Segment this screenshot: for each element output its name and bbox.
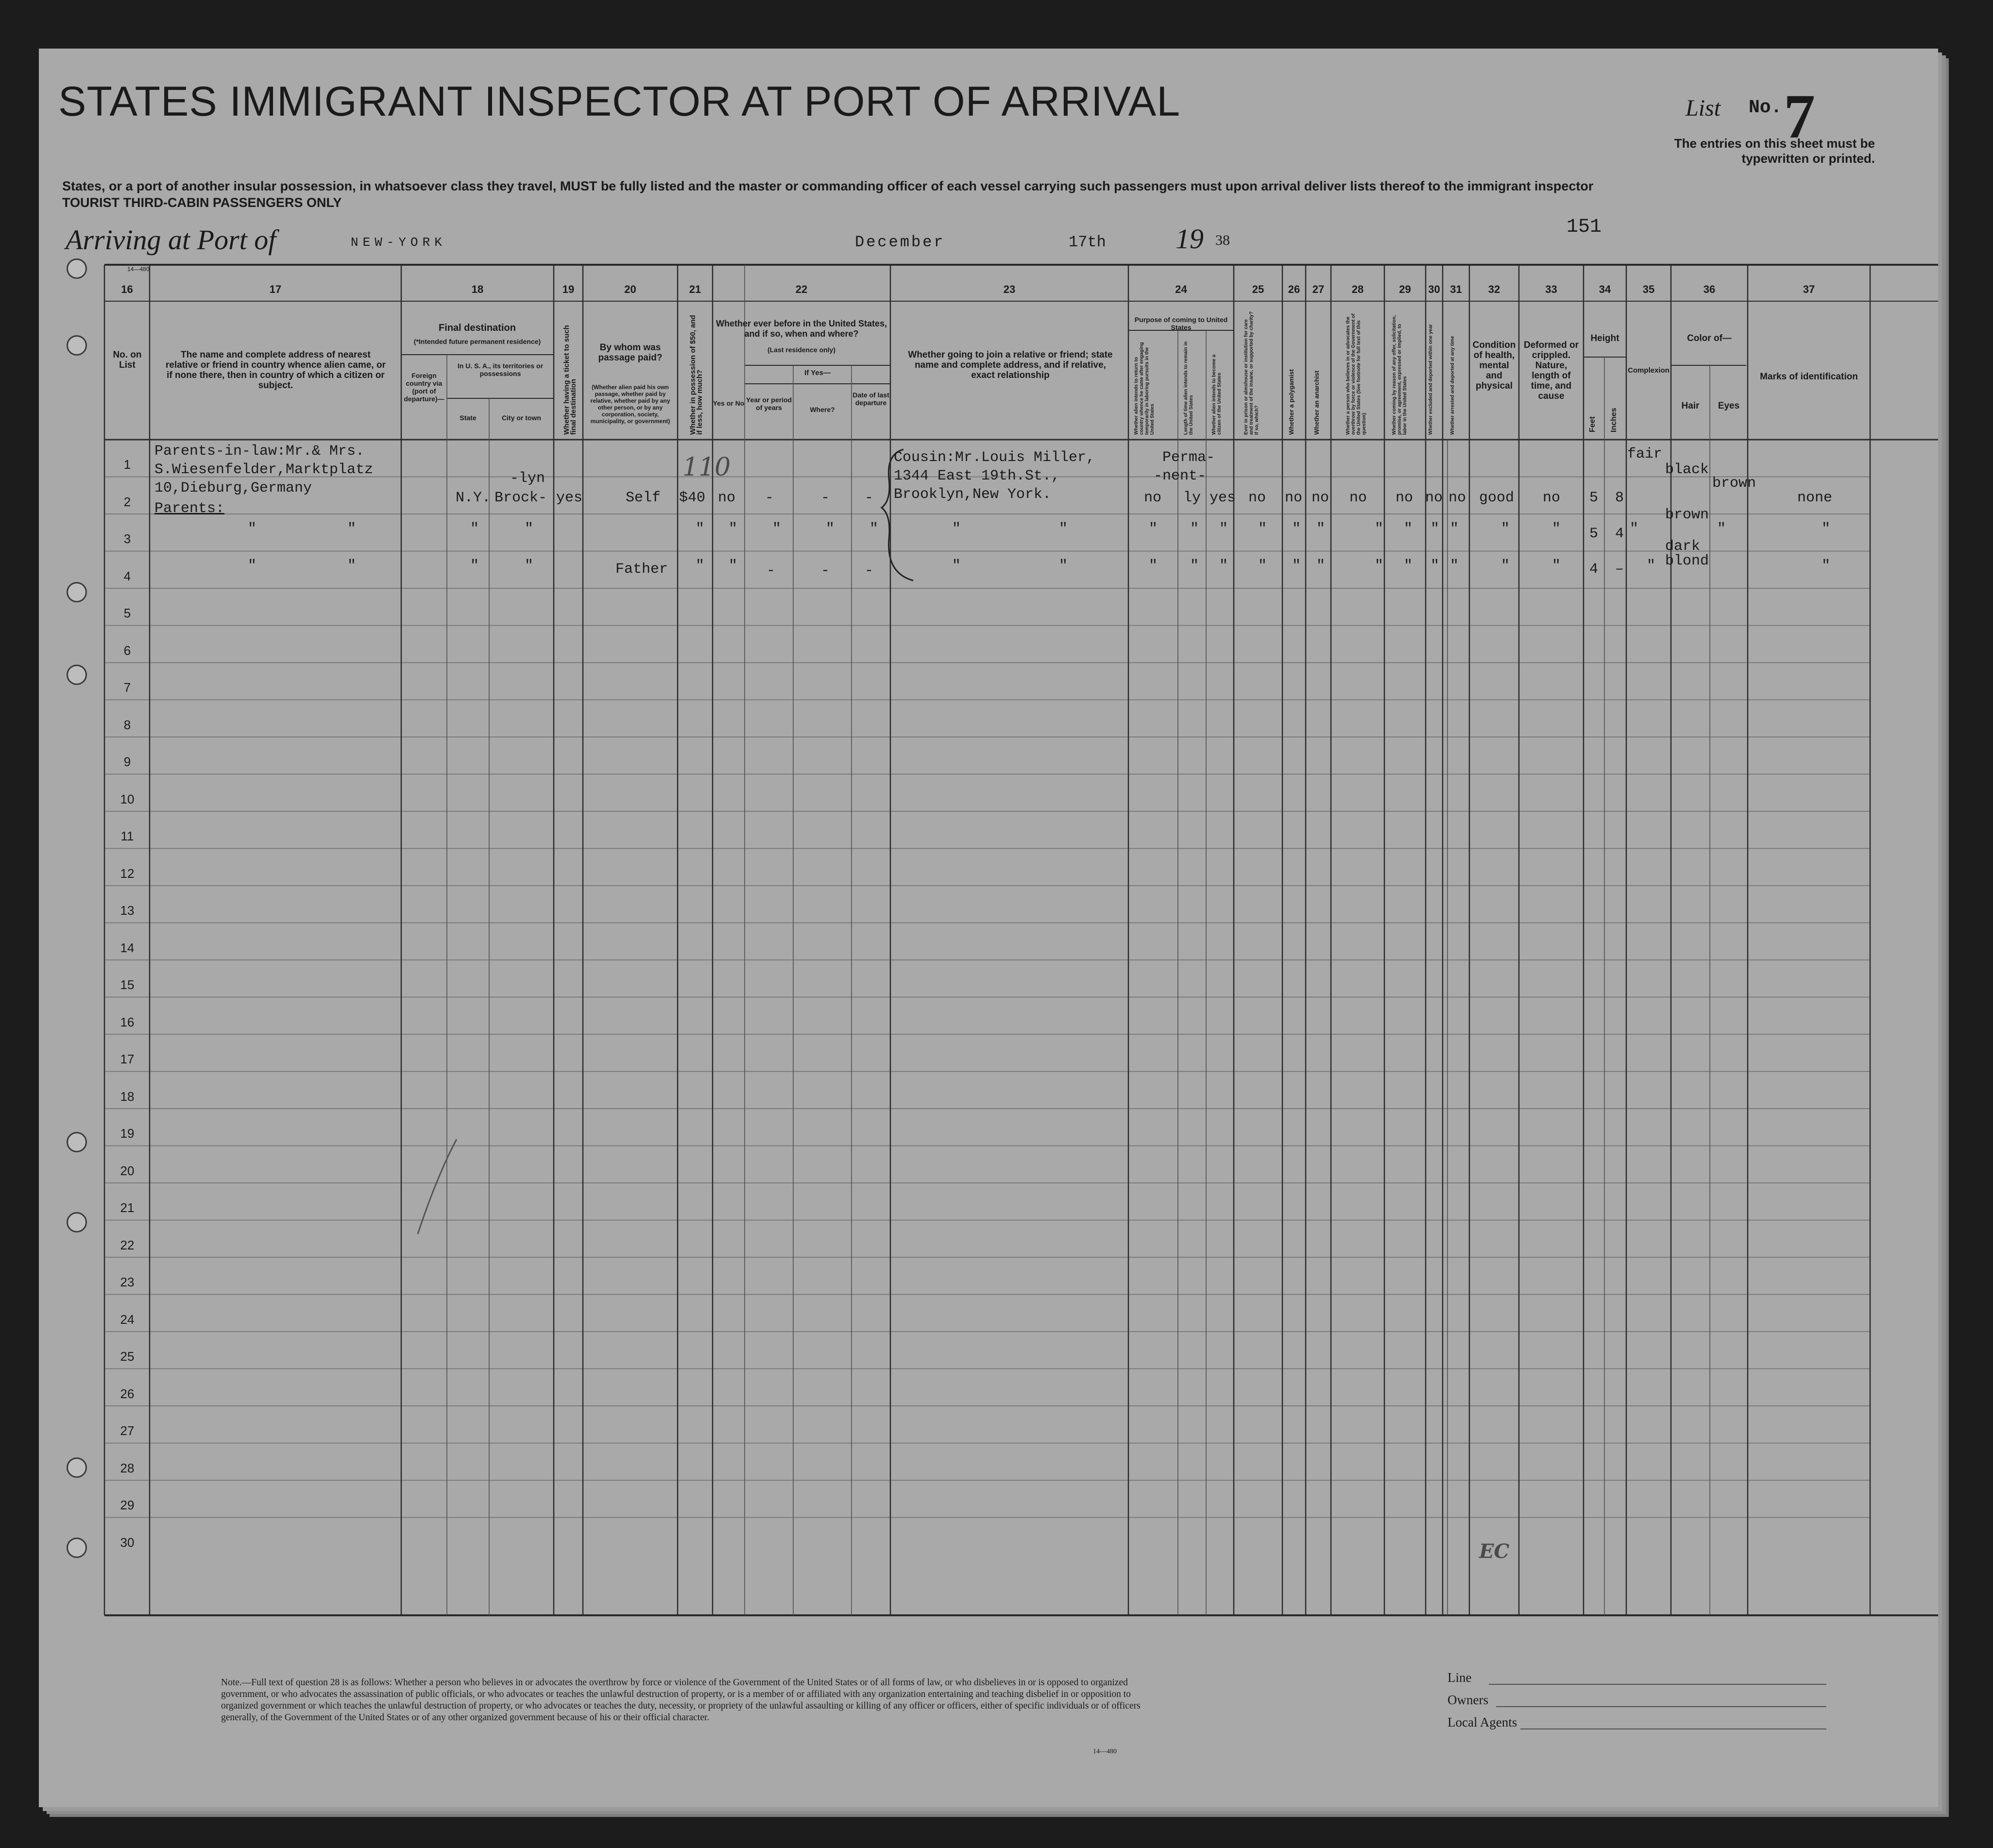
row1-year: - — [765, 490, 774, 506]
row1-money: $40 — [679, 490, 706, 506]
row1-health: good — [1479, 490, 1515, 506]
row-number: 27 — [120, 1423, 135, 1438]
column-number: 17 — [269, 283, 282, 295]
row1-citizen: yes — [1209, 490, 1236, 506]
row-number: 21 — [120, 1200, 135, 1215]
header-inches: Inches — [1610, 408, 1618, 432]
header-foreign-country: Foreign country via (port of departure)— — [404, 372, 444, 403]
ditto-mark: " — [1316, 558, 1326, 574]
header-marks: Marks of identification — [1760, 372, 1858, 382]
header-feet: Feet — [1588, 416, 1597, 432]
header-question-28: Whether a person who believes in or advocates the overthrow by force or violence of the Government of the United States (See footnote for full text of this question) — [1346, 313, 1367, 435]
header-purpose-return: Whether alien intends to return to country whence he came after engaging temporarily in laboring pursuits in the United States — [1134, 342, 1155, 435]
row1-purpose-return: no — [1144, 490, 1162, 506]
row-number: 1 — [123, 457, 131, 472]
header-year: Year or period of years — [746, 396, 792, 411]
row3-paid-by: Father — [615, 561, 668, 578]
header-in-usa: In U. S. A., its territories or possessions — [457, 362, 544, 377]
ditto-mark: " — [729, 521, 738, 537]
year-suffix: 38 — [1215, 232, 1230, 248]
footer-line-label: Line — [1448, 1670, 1472, 1685]
column-number: 24 — [1175, 283, 1187, 295]
arrival-month: December — [855, 233, 945, 251]
stamp-number: 151 — [1567, 216, 1602, 238]
row-number: 29 — [120, 1498, 135, 1512]
column-number: 34 — [1599, 283, 1611, 295]
ditto-mark: " — [1316, 521, 1326, 537]
header-deformed: Deformed or crippled. Nature, length of time, and cause — [1524, 340, 1579, 401]
ditto-mark: " — [1717, 521, 1726, 537]
ditto-mark: " — [729, 558, 738, 574]
row-number: 30 — [120, 1535, 135, 1550]
ditto-mark: " — [1552, 558, 1561, 574]
column-number: 16 — [121, 283, 133, 295]
row1-city-a: -lyn — [510, 470, 545, 487]
ditto-mark: " — [1059, 521, 1068, 537]
list-number: 7 — [1784, 82, 1815, 152]
row1-polygamist: no — [1285, 490, 1303, 506]
column-number: 36 — [1703, 283, 1716, 295]
ditto-mark: " — [470, 521, 479, 537]
header-color: Color of— — [1687, 333, 1732, 343]
column-number: 31 — [1450, 283, 1462, 295]
ditto-mark: " — [696, 521, 705, 537]
row-number: 13 — [120, 903, 135, 918]
row-number: 2 — [123, 494, 131, 509]
row3-feet: 4 — [1589, 561, 1599, 578]
row1-eyes: brown — [1712, 475, 1756, 492]
header-before-in-us: Whether ever before in the United States, and if so, when and where? — [715, 319, 887, 339]
header-purpose: Purpose of coming to United States — [1134, 316, 1228, 331]
column-number: 28 — [1351, 283, 1364, 295]
row2-relative-label: Parents: — [154, 500, 225, 517]
header-final-destination: Final destination — [439, 323, 516, 333]
ditto-mark: " — [696, 558, 705, 574]
row2-feet: 5 — [1589, 526, 1599, 542]
row1-joining-line1: Cousin:Mr.Louis Miller, — [894, 449, 1095, 466]
column-number: 25 — [1252, 283, 1264, 295]
footer-form-code: 14—480 — [1093, 1748, 1117, 1755]
row-number: 17 — [120, 1052, 135, 1066]
entries-note: The entries on this sheet must be typewritten or printed. — [1674, 136, 1875, 166]
row3-inches: – — [1615, 561, 1624, 578]
row1-relative-line2: S.Wiesenfelder,Marktplatz — [154, 462, 374, 478]
ditto-mark: " — [1404, 521, 1413, 537]
ditto-mark: " — [1149, 558, 1158, 574]
row1-excluded: no — [1425, 490, 1443, 506]
ditto-mark: " — [1190, 521, 1199, 537]
ditto-mark: " — [1149, 521, 1158, 537]
header-no-on-list: No. on List — [113, 350, 142, 370]
header-passage-paid-note: (Whether alien paid his own passage, whether paid by relative, whether paid by any other person, or by any corporation, society, municipality, or government) — [590, 384, 670, 425]
passenger-class: TOURIST THIRD-CABIN PASSENGERS ONLY — [62, 195, 342, 210]
header-purpose-citizen: Whether alien intends to become a citizen of the United States — [1211, 354, 1222, 435]
header-polygamist: Whether a polygamist — [1288, 369, 1295, 435]
ditto-mark: " — [1630, 521, 1639, 537]
ditto-mark: " — [869, 521, 879, 537]
form-code-top: 14—480 — [127, 266, 150, 273]
row1-purpose-length-a: Perma- — [1162, 449, 1215, 466]
arrival-day: 17th — [1069, 233, 1106, 251]
header-joining-relative: Whether going to join a relative or friend; state name and complete address, and if relative, exact relationship — [908, 350, 1113, 380]
ditto-mark: " — [1450, 558, 1459, 574]
row1-relative-line1: Parents-in-law:Mr.& Mrs. — [154, 443, 365, 460]
column-number: 30 — [1428, 283, 1440, 295]
column-number: 23 — [1003, 283, 1016, 295]
column-number: 21 — [689, 283, 701, 295]
ditto-mark: " — [1822, 521, 1831, 537]
row3-hair-b: blond — [1665, 553, 1709, 569]
header-prison: Ever in prison or almshouse or institution for care and treatment of the insane, or supported by charity? If so, which? — [1243, 311, 1260, 435]
header-state: State — [460, 414, 477, 422]
row1-question-29: no — [1396, 490, 1414, 506]
header-money: Whether in possession of $50, and if less, how much? — [689, 315, 704, 435]
header-where: Where? — [810, 406, 835, 413]
list-label: List — [1686, 95, 1721, 121]
ditto-mark: " — [1375, 521, 1384, 537]
ditto-mark: " — [347, 558, 357, 574]
row1-money-pencil: 110 — [682, 453, 731, 482]
row1-purpose-length-c: ly — [1183, 490, 1201, 506]
row1-arrested: no — [1448, 490, 1466, 506]
pencil-mark: EC — [1479, 1540, 1510, 1563]
ditto-mark: " — [347, 521, 357, 537]
row1-question-28: no — [1349, 490, 1367, 506]
ditto-mark: " — [248, 521, 257, 537]
header-complexion: Complexion — [1628, 366, 1669, 375]
row-number: 16 — [120, 1014, 135, 1029]
row1-deformed: no — [1543, 490, 1561, 506]
row-number: 9 — [123, 754, 131, 769]
ditto-mark: " — [525, 558, 534, 574]
ditto-mark: " — [952, 521, 961, 537]
ditto-mark: " — [1219, 521, 1228, 537]
ditto-mark: " — [1431, 558, 1440, 574]
ditto-mark: " — [1647, 558, 1656, 574]
header-question-29: Whether coming by reason of any offer, solicitation, promise, or agreement, expressed or implied, to labor in the United States — [1392, 315, 1408, 435]
column-number: 26 — [1288, 283, 1300, 295]
header-eyes: Eyes — [1718, 401, 1740, 411]
row-number: 12 — [120, 866, 135, 881]
header-before-in-us-note: (Last residence only) — [767, 346, 836, 354]
column-number: 29 — [1399, 283, 1411, 295]
row-number: 6 — [123, 643, 131, 658]
row-number: 3 — [123, 531, 131, 546]
header-purpose-length: Length of time alien intends to remain in the United States — [1183, 341, 1194, 435]
ditto-mark: " — [1292, 558, 1301, 574]
row-number: 14 — [120, 940, 135, 955]
row-number: 19 — [120, 1126, 135, 1141]
row-number: 23 — [120, 1275, 135, 1289]
ditto-mark: " — [1292, 521, 1301, 537]
ditto-mark: " — [1404, 558, 1413, 574]
row3-departure: - — [865, 563, 874, 579]
ditto-mark: " — [1552, 521, 1561, 537]
row3-hair-a: dark — [1665, 538, 1701, 555]
row1-state: N.Y. — [456, 490, 491, 506]
header-passage-paid: By whom was passage paid? — [598, 342, 663, 363]
footer-owners-label: Owners — [1448, 1693, 1488, 1707]
row3-where: - — [821, 563, 830, 579]
ditto-mark: " — [1258, 521, 1267, 537]
ditto-mark: " — [1450, 521, 1459, 537]
header-height: Height — [1590, 333, 1619, 343]
ditto-mark: " — [772, 521, 782, 537]
row-number: 11 — [120, 829, 134, 843]
row1-paid-by: Self — [626, 490, 661, 506]
ditto-mark: " — [1501, 521, 1510, 537]
list-no-label: No. — [1749, 97, 1782, 118]
row1-feet: 5 — [1589, 490, 1599, 506]
header-anarchist: Whether an anarchist — [1313, 370, 1320, 435]
ditto-mark: " — [1219, 558, 1228, 574]
row1-before: no — [718, 490, 736, 506]
row1-anarchist: no — [1312, 490, 1329, 506]
column-number: 18 — [471, 283, 484, 295]
row-number: 8 — [123, 717, 131, 732]
row2-inches: 4 — [1615, 526, 1624, 542]
row-number: 28 — [120, 1460, 135, 1475]
row2-hair: brown — [1665, 507, 1709, 523]
row1-marks: none — [1797, 490, 1833, 506]
ditto-mark: " — [826, 521, 835, 537]
row-number: 7 — [123, 680, 131, 695]
column-number: 22 — [795, 283, 808, 295]
header-last-departure: Date of last departure — [852, 391, 889, 407]
header-arrested: Whether arrested and deported at any time — [1450, 336, 1455, 435]
column-number: 32 — [1488, 283, 1500, 295]
ditto-mark: " — [1258, 558, 1267, 574]
row1-where: - — [821, 490, 830, 506]
ditto-mark: " — [525, 521, 534, 537]
row-number: 22 — [120, 1237, 135, 1252]
column-number: 20 — [624, 283, 636, 295]
column-number: 33 — [1545, 283, 1557, 295]
row-number: 24 — [120, 1312, 135, 1327]
row-number: 4 — [123, 568, 131, 583]
row-number: 5 — [123, 606, 131, 620]
header-city: City or town — [502, 414, 541, 422]
row1-city-b: Brock- — [494, 490, 547, 506]
ditto-mark: " — [1501, 558, 1510, 574]
instructions-line: States, or a port of another insular possession, in whatsoever class they travel, MUST be fully listed and the master or commanding officer of each vessel carrying such passengers must upon arrival deliver lists thereof to the immigrant inspector — [62, 179, 1594, 193]
row1-ticket: yes — [556, 490, 583, 506]
year-prefix: 19 — [1175, 223, 1204, 255]
ditto-mark: " — [1822, 558, 1831, 574]
column-number: 35 — [1642, 283, 1655, 295]
footnote-question-28: Note.—Full text of question 28 is as follows: Whether a person who believes in or advocates the overthrow by force or violence of the Government of the United States or of all forms of law, or who disbelieves in or is opposed to organized government, or who advocates the assassination of public officials, or who advocates or teaches the unlawful destruction of property, or is a member of or affiliated with any organization entertaining and teaching disbelief in or opposition to organized government or which teaches the unlawful destruction of property, or who advocates or teaches the duty, necessity, or propriety of the unlawful assaulting or killing of any officer or officers, either of specific individuals or of officers generally, of the Government of the United States or of any other organized government because of his or their official character. — [221, 1677, 1141, 1723]
row-number: 26 — [120, 1386, 135, 1401]
header-if-yes: If Yes— — [804, 369, 831, 377]
row1-inches: 8 — [1615, 490, 1624, 506]
row1-joining-line3: Brooklyn,New York. — [894, 486, 1052, 503]
ditto-mark: " — [248, 558, 257, 574]
header-relative-address: The name and complete address of nearest relative or friend in country whence alien came, or if none there, then in country of which a citizen or subject. — [166, 350, 386, 391]
ditto-mark: " — [1431, 521, 1440, 537]
row-number: 15 — [120, 977, 135, 992]
page-title: STATES IMMIGRANT INSPECTOR AT PORT OF ARRIVAL — [58, 78, 1181, 125]
ditto-mark: " — [1059, 558, 1068, 574]
header-hair: Hair — [1681, 401, 1700, 411]
header-final-destination-note: (*Intended future permanent residence) — [413, 338, 541, 345]
row1-hair: black — [1665, 462, 1709, 478]
footer-agents-label: Local Agents — [1448, 1715, 1517, 1729]
row-number: 20 — [120, 1163, 135, 1178]
row1-relative-line3: 10,Dieburg,Germany — [154, 480, 312, 496]
row1-joining-line2: 1344 East 19th.St., — [894, 468, 1060, 484]
column-number: 27 — [1312, 283, 1325, 295]
header-yes-no: Yes or No — [713, 399, 745, 407]
row3-year: - — [767, 563, 776, 579]
row-number: 18 — [120, 1089, 135, 1104]
row1-purpose-length-b: -nent- — [1154, 468, 1207, 484]
row-number: 10 — [120, 791, 135, 806]
ditto-mark: " — [952, 558, 961, 574]
ditto-mark: " — [470, 558, 479, 574]
row1-complexion: fair — [1627, 446, 1663, 462]
column-number: 19 — [562, 283, 575, 295]
ditto-mark: " — [1375, 558, 1384, 574]
port-value: NEW-YORK — [351, 235, 446, 250]
header-ticket: Whether having a ticket to such final destination — [562, 325, 578, 435]
row1-departure: - — [865, 490, 874, 506]
row1-prison: no — [1248, 490, 1266, 506]
arriving-label: Arriving at Port of — [66, 224, 276, 256]
row-number: 25 — [120, 1349, 135, 1364]
header-excluded: Whether excluded and deported within one year — [1428, 324, 1433, 435]
header-health: Condition of health, mental and physical — [1472, 340, 1516, 391]
column-number: 37 — [1803, 283, 1815, 295]
ditto-mark: " — [1190, 558, 1199, 574]
